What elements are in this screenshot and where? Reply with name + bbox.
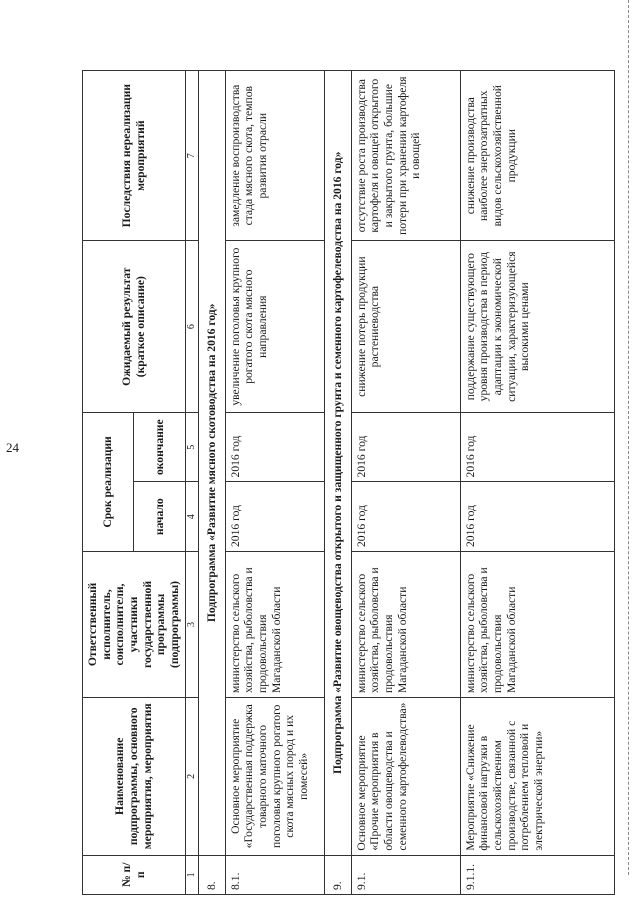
row-responsible: министерство сельского хозяйства, рыболовства и продовольствия Магаданской области bbox=[351, 551, 460, 697]
row-consequences: замедление воспроизводства стада мясного скота, темпов развития отрасли bbox=[225, 71, 324, 241]
row-result: увеличение поголовья крупного рогатого скота мясного направления bbox=[225, 241, 324, 413]
header-name: Наименование подпрограммы, основного мероприятия, мероприятия bbox=[83, 698, 186, 856]
row-number: 8.1. bbox=[225, 855, 324, 894]
section-number: 8. bbox=[198, 855, 225, 894]
header-result: Ожидаемый результат (краткое описание) bbox=[83, 241, 186, 413]
header-term: Срок реализации bbox=[83, 412, 134, 551]
section-title: Подпрограмма «Развитие овощеводства открытого и защищенного грунта и семенного картофелеводства на 2016 год» bbox=[324, 71, 351, 856]
header-consequences: Последствия нереализации мероприятий bbox=[83, 71, 186, 241]
section-title: Подпрограмма «Развитие мясного скотоводства на 2016 год» bbox=[198, 71, 225, 856]
column-index-row bbox=[185, 71, 198, 895]
header-end: окончание bbox=[134, 412, 185, 482]
header-row-1 bbox=[83, 71, 134, 895]
header-start: начало bbox=[134, 482, 185, 552]
column-index: 2 bbox=[185, 698, 198, 856]
row-result: снижение потерь продукции растениеводства bbox=[351, 241, 460, 413]
section-row bbox=[324, 71, 351, 895]
row-name: Основное мероприятие «Прочие мероприятия в области овощеводства и семенного картофелеводства» bbox=[351, 698, 460, 856]
header-responsible: Ответственный исполнитель, соисполнители, участники государственной программы (подпрограммы) bbox=[83, 551, 186, 697]
table-row bbox=[460, 71, 614, 895]
column-index: 5 bbox=[185, 412, 198, 482]
row-name: Мероприятие «Снижение финансовой нагрузки в сельскохозяйственном производстве, связанной с потреблением тепловой и электрической энергии» bbox=[460, 698, 614, 856]
row-responsible: министерство сельского хозяйства, рыболовства и продовольствия Магаданской области bbox=[225, 551, 324, 697]
row-responsible: министерство сельского хозяйства, рыболовства и продовольствия Магаданской области bbox=[460, 551, 614, 697]
row-number: 9.1.1. bbox=[460, 855, 614, 894]
row-start: 2016 год bbox=[351, 482, 460, 552]
row-end: 2016 год bbox=[225, 412, 324, 482]
section-row bbox=[198, 71, 225, 895]
column-index: 6 bbox=[185, 241, 198, 413]
table-row bbox=[225, 71, 324, 895]
row-end: 2016 год bbox=[351, 412, 460, 482]
table-row bbox=[351, 71, 460, 895]
row-consequences: отсутствие роста производства картофеля и овощей открытого и закрытого грунта, большие потери при хранении картофеля и овощей bbox=[351, 71, 460, 241]
row-start: 2016 год bbox=[460, 482, 614, 552]
row-consequences: снижение производства наиболее энергозатратных видов сельскохозяйственной продукции bbox=[460, 71, 614, 241]
row-end: 2016 год bbox=[460, 412, 614, 482]
column-index: 4 bbox=[185, 482, 198, 552]
column-index: 3 bbox=[185, 551, 198, 697]
column-index: 1 bbox=[185, 855, 198, 894]
row-number: 9.1. bbox=[351, 855, 460, 894]
page-edge-divider bbox=[628, 0, 629, 875]
page-number: 24 bbox=[6, 440, 19, 455]
header-num: № п/п bbox=[83, 855, 186, 894]
row-result: поддержание существующего уровня производства в период адаптации к экономической ситуации, характеризующейся высокими ценами bbox=[460, 241, 614, 413]
row-start: 2016 год bbox=[225, 482, 324, 552]
measures-table bbox=[82, 70, 615, 895]
column-index: 7 bbox=[185, 71, 198, 241]
row-name: Основное мероприятие «Государственная поддержка товарного маточного поголовья крупного рогатого скота мясных пород и их помесей» bbox=[225, 698, 324, 856]
section-number: 9. bbox=[324, 855, 351, 894]
